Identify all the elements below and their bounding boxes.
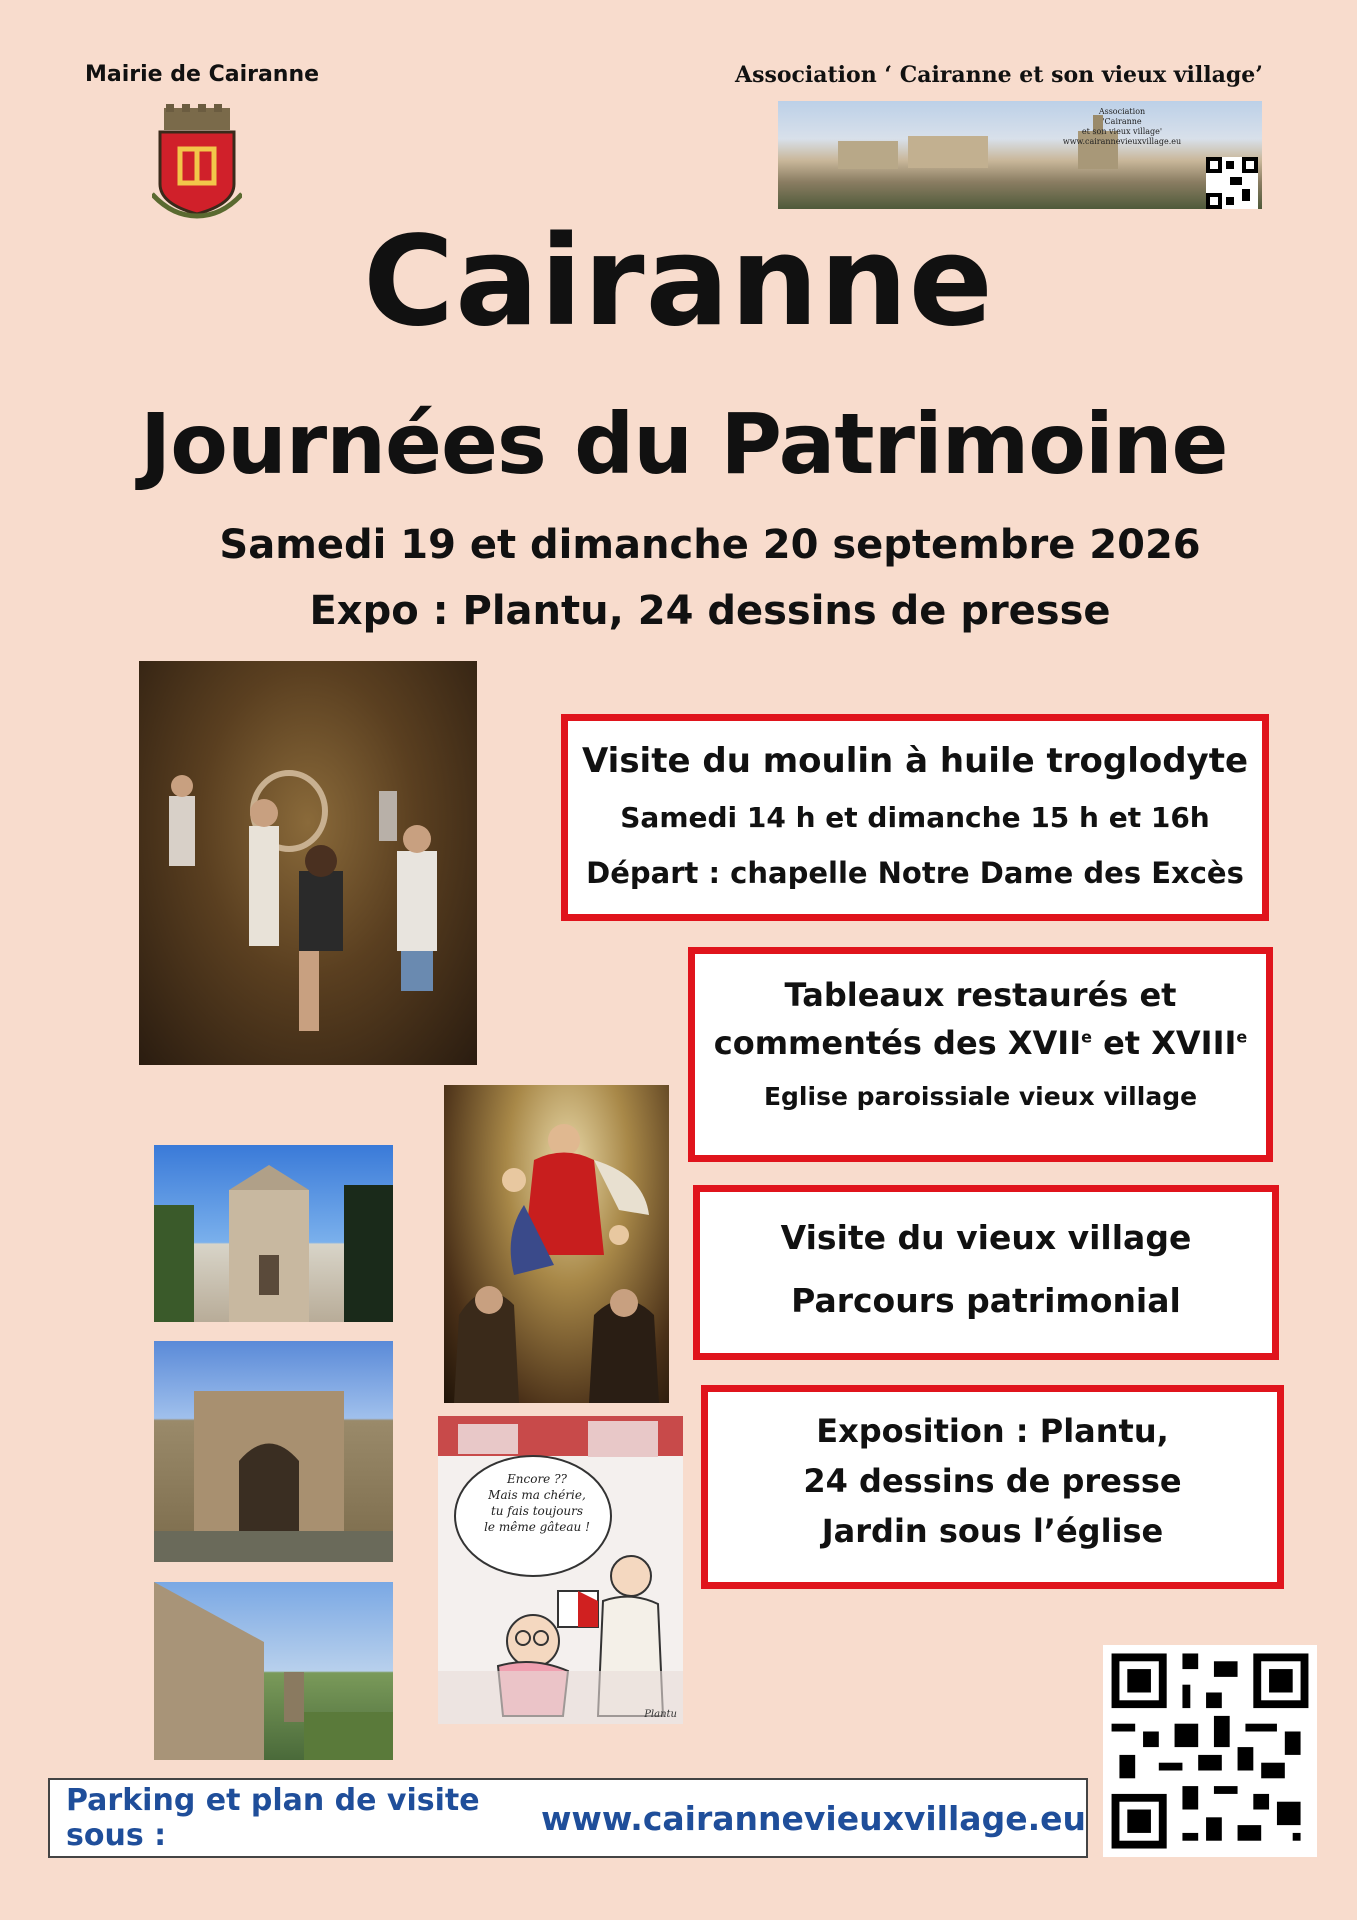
box-title: Visite du moulin à huile troglodyte — [581, 741, 1249, 781]
mairie-crest-logo — [152, 104, 242, 219]
cartoon-signature: Plantu — [644, 1709, 677, 1720]
box-title: Visite du vieux village — [780, 1218, 1192, 1257]
plantu-cartoon-image — [438, 1416, 683, 1724]
box-route: Parcours patrimonial — [791, 1281, 1181, 1320]
info-box-village-visit — [693, 1185, 1279, 1360]
troglodyte-mill-photo — [139, 661, 477, 1065]
ramparts-photo — [154, 1582, 393, 1760]
box-schedule: Samedi 14 h et dimanche 15 h et 16h — [620, 801, 1210, 834]
box-location: Jardin sous l’église — [821, 1512, 1164, 1550]
expo-line: Expo : Plantu, 24 dessins de presse — [309, 588, 1111, 634]
association-label: Association ‘ Cairanne et son vieux village’ — [735, 62, 1263, 88]
info-box-paintings — [688, 947, 1273, 1162]
footer-label: Parking et plan de visite sous : — [66, 1783, 480, 1853]
event-dates: Samedi 19 et dimanche 20 septembre 2026 — [219, 522, 1201, 568]
qr-code[interactable] — [1103, 1645, 1317, 1857]
box-title: Tableaux restaurés et — [784, 976, 1177, 1014]
box-drawings: 24 dessins de presse — [803, 1462, 1182, 1500]
page-title: Cairanne — [363, 210, 994, 354]
box-title: Exposition : Plantu, — [816, 1412, 1169, 1450]
cartoon-speech-bubble: Encore ?? Mais ma chérie, tu fais toujours le même gâteau ! — [484, 1472, 590, 1534]
chapel-photo — [154, 1145, 393, 1322]
website-link[interactable]: www.cairannevieuxvillage.eu — [540, 1798, 1086, 1838]
footer-bar — [48, 1778, 1088, 1858]
restored-painting-photo — [444, 1085, 669, 1403]
banner-caption: Association 'Cairanne et son vieux village' www.cairannevieuxvillage.eu — [1062, 107, 1182, 146]
info-box-mill-visit — [561, 714, 1269, 921]
village-gate-photo — [154, 1341, 393, 1562]
box-centuries: commentés des XVIIe et XVIIIe — [713, 1024, 1248, 1062]
info-box-exhibition — [701, 1385, 1284, 1589]
village-banner-photo — [778, 101, 1262, 209]
box-location: Eglise paroissiale vieux village — [763, 1082, 1198, 1111]
mairie-label: Mairie de Cairanne — [85, 62, 320, 87]
banner-qr-code — [1206, 157, 1258, 209]
event-subtitle: Journées du Patrimoine — [140, 395, 1228, 493]
box-departure: Départ : chapelle Notre Dame des Excès — [586, 856, 1244, 890]
